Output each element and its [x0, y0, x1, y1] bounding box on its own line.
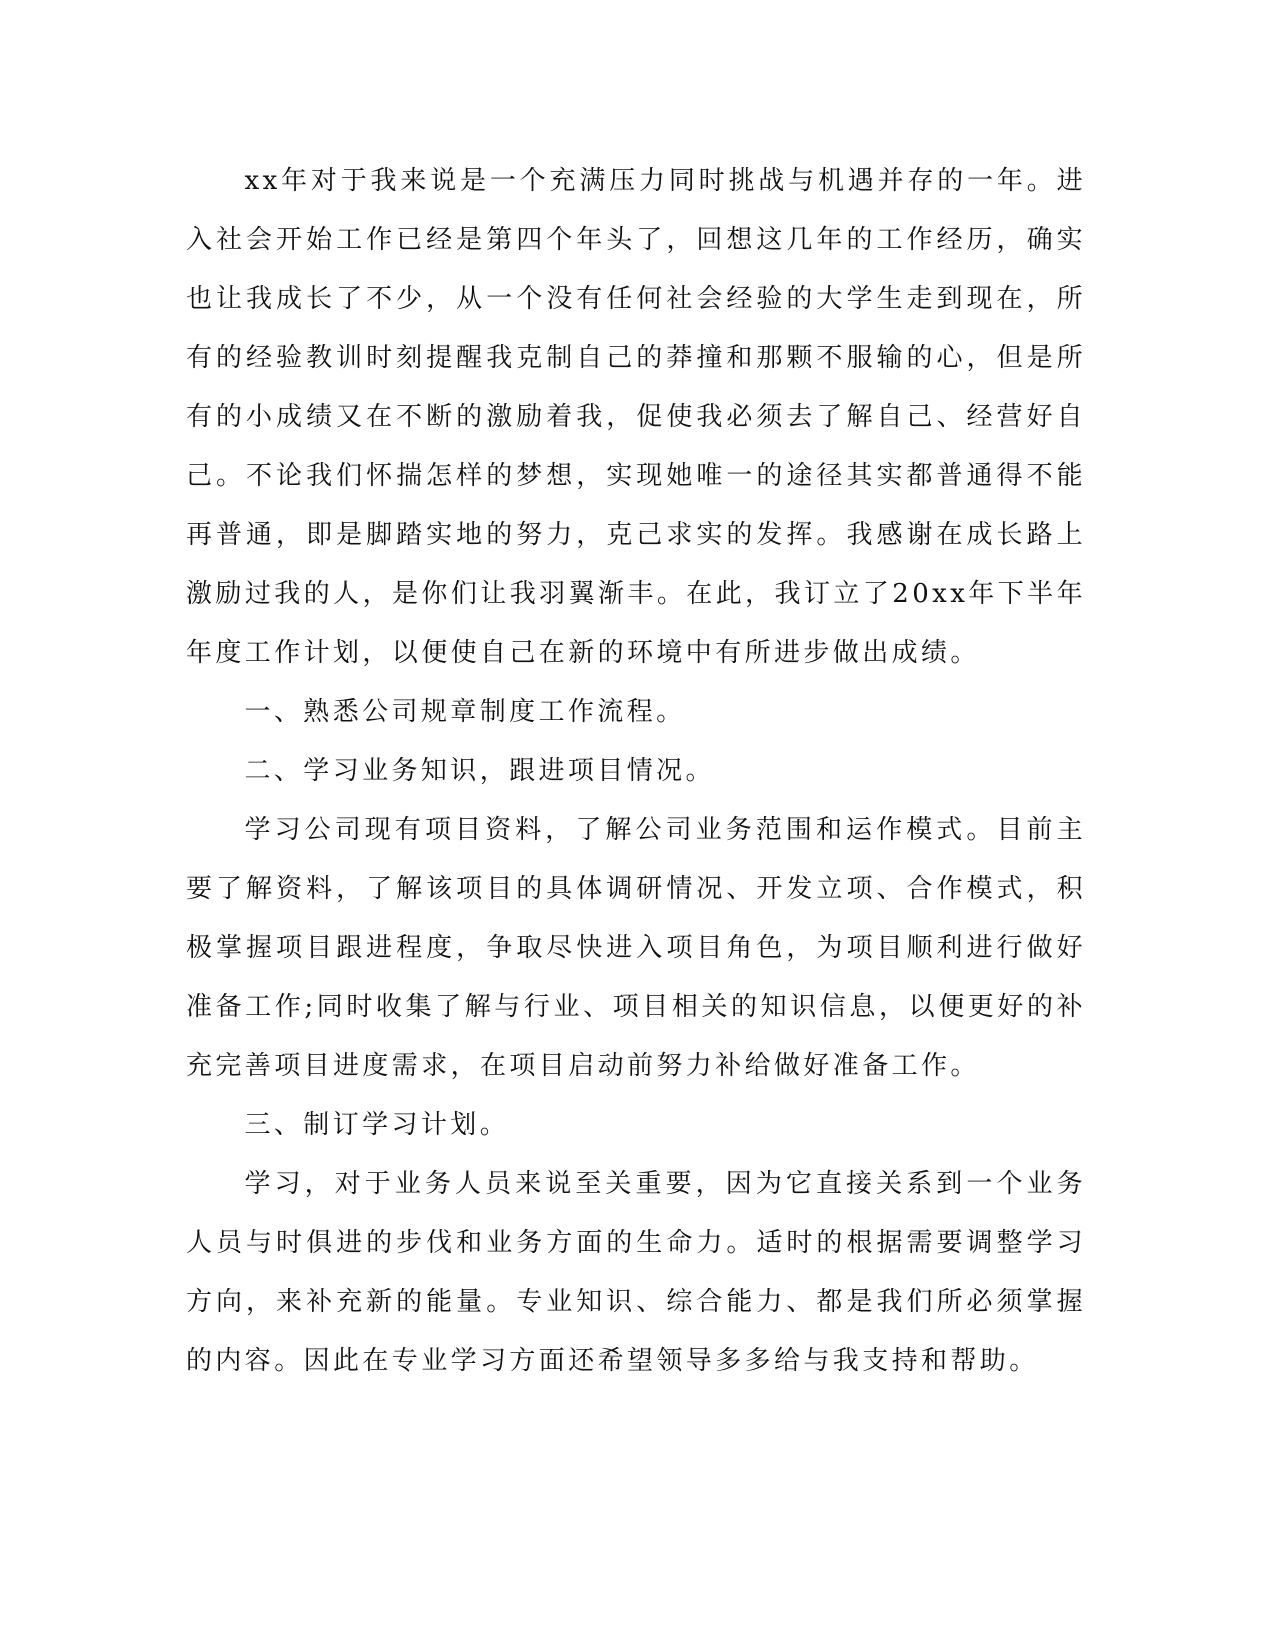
paragraph-learning-plan: 学习，对于业务人员来说至关重要，因为它直接关系到一个业务人员与时俱进的步伐和业务方面的生命力。适时的根据需要调整学习方向，来补充新的能量。专业知识、综合能力、都是我们所必须掌握的内容。因此在专业学习方面还希望领导多多给与我支持和帮助。 — [186, 1169, 1086, 1376]
document-body — [186, 152, 1086, 1391]
heading-item-3: 三、制订学习计划。 — [244, 1110, 510, 1140]
heading-item-1: 一、熟悉公司规章制度工作流程。 — [244, 697, 686, 727]
heading-item-2: 二、学习业务知识，跟进项目情况。 — [244, 756, 715, 786]
paragraph-business-study: 学习公司现有项目资料，了解公司业务范围和运作模式。目前主要了解资料，了解该项目的具体调研情况、开发立项、合作模式，积极掌握项目跟进程度，争取尽快进入项目角色，为项目顺利进行做好准备工作;同时收集了解与行业、项目相关的知识信息，以便更好的补充完善项目进度需求，在项目启动前努力补给做好准备工作。 — [186, 815, 1086, 1081]
paragraph-intro: xx年对于我来说是一个充满压力同时挑战与机遇并存的一年。进入社会开始工作已经是第四个年头了，回想这几年的工作经历，确实也让我成长了不少，从一个没有任何社会经验的大学生走到现在，所有的经验教训时刻提醒我克制自己的莽撞和那颗不服输的心，但是所有的小成绩又在不断的激励着我，促使我必须去了解自己、经营好自己。不论我们怀揣怎样的梦想，实现她唯一的途径其实都普通得不能再普通，即是脚踏实地的努力，克己求实的发挥。我感谢在成长路上激励过我的人，是你们让我羽翼渐丰。在此，我订立了20xx年下半年年度工作计划，以便使自己在新的环境中有所进步做出成绩。 — [186, 166, 1086, 668]
